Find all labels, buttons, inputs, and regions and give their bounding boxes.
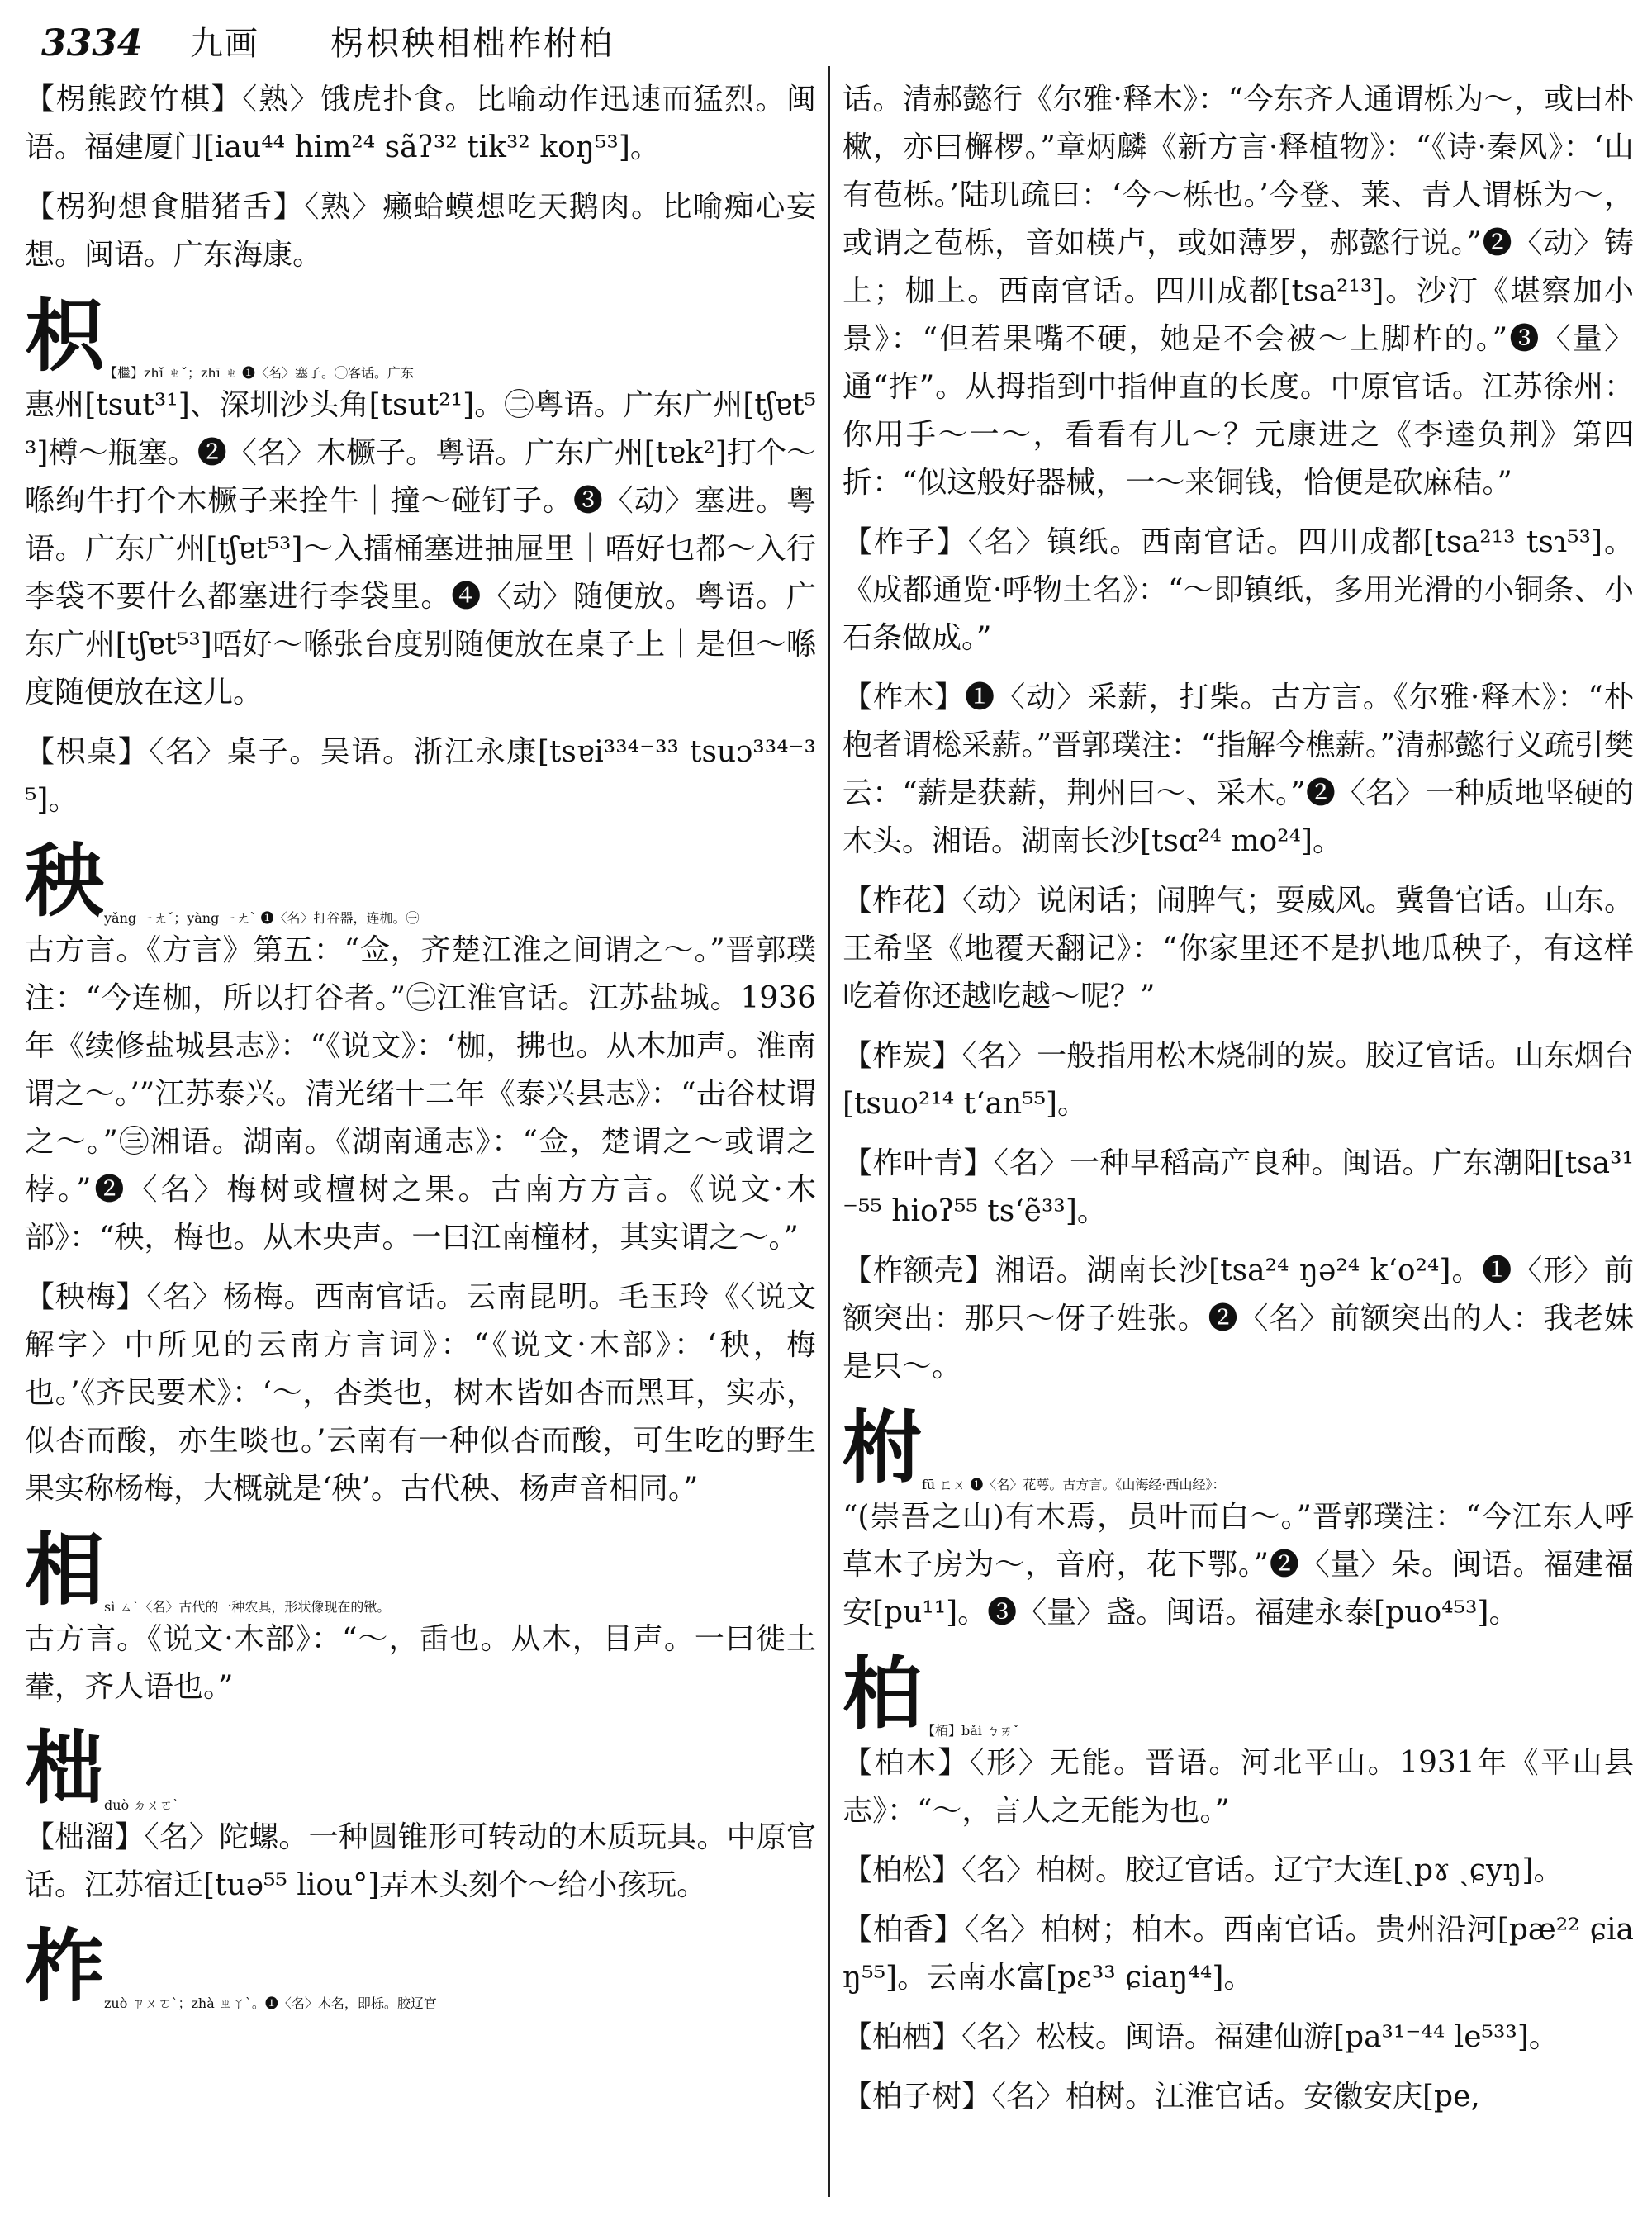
header-characters: 柺枳秧相柮柞柎柏 — [330, 25, 615, 63]
entry-text: 【柺熊跤竹棋】〈熟〉饿虎扑食。比喻动作迅速而猛烈。闽语。福建厦门[iau⁴⁴ him²⁴ sãʔ³² tik³² koŋ⁵³]。 — [25, 83, 816, 164]
head-character-row — [843, 1402, 1634, 1493]
head-character: 柞 — [25, 1919, 104, 2013]
page-number: 3334 — [41, 22, 143, 64]
head-character: 柎 — [843, 1401, 922, 1494]
head-character-gloss: fū ㄈㄨ ❶〈名〉花萼。古方言。《山海经·西山经》： — [922, 1477, 1226, 1492]
head-character-gloss: 【檵】zhǐ ㄓˇ；zhī ㄓ ❶〈名〉塞子。㊀客话。广东 — [104, 365, 414, 381]
entry-text: 【秧梅】〈名〉杨梅。西南官话。云南昆明。毛玉玲《〈说文解字〉中所见的云南方言词》：“《说文·木部》：‘秧，梅也。’《齐民要术》：‘～，杏类也，树木皆如杏而黑耳，实赤，似杏而酸，亦生啖也。’云南有一种似杏而酸，可生吃的野生果实称杨梅，大概就是‘秧’。古代秧、杨声音相同。” — [25, 1280, 816, 1506]
entry-text: 【柞木】❶〈动〉采薪，打柴。古方言。《尔雅·释木》：“朴枹者谓棇采薪。”晋郭璞注：“指解今樵薪。”清郝懿行义疏引樊云：“薪是获薪，荆州曰～、采木。”❷〈名〉一种质地坚硬的木头。湘语。湖南长沙[tsɑ²⁴ mo²⁴]。 — [843, 681, 1634, 858]
head-character-gloss: duò ㄉㄨㄛˋ — [104, 1797, 180, 1813]
entry-text: 【枳桌】〈名〉桌子。吴语。浙江永康[tsɐi³³⁴⁻³³ tsuɔ³³⁴⁻³⁵]。 — [25, 735, 816, 817]
head-character-gloss: sì ㄙˋ〈名〉古代的一种农具，形状像现在的锹。 — [104, 1599, 391, 1615]
entry-text: 【柞花】〈动〉说闲话；闹脾气；耍威风。冀鲁官话。山东。王希坚《地覆天翻记》：“你家里还不是扒地瓜秧子，有这样吃着你还越吃越～呢？” — [843, 884, 1634, 1013]
entry-text: 【柏栖】〈名〉松枝。闽语。福建仙游[pa³¹⁻⁴⁴ le⁵³³]。 — [843, 2020, 1559, 2054]
entry-text: 惠州[tsut³¹]、深圳沙头角[tsut²¹]。㊁粤语。广东广州[tʃɐt⁵³]樽～瓶塞。❷〈名〉木橛子。粤语。广东广州[tɐk²]打个～喺绚牛打个木橛子来拴牛｜撞～碰钉子。❸〈动〉塞进。粤语。广东广州[tʃɐt⁵³]～入擂桶塞进抽屉里｜唔好乜都～入行李袋不要什么都塞进行李袋里。❹〈动〉随便放。粤语。广东广州[tʃɐt⁵³]唔好～喺张台度别随便放在桌子上｜是但～喺度随便放在这儿。 — [25, 388, 816, 709]
entry-text: 【柏子树】〈名〉柏树。江淮官话。安徽安庆[pe, — [843, 2080, 1480, 2114]
head-character: 柮 — [25, 1721, 104, 1815]
left-column — [25, 76, 816, 2223]
entry-text: 【柏香】〈名〉柏树；柏木。西南官话。贵州沿河[pæ²² ɕiaŋ⁵⁵]。云南水富[pɛ³³ ɕiaŋ⁴⁴]。 — [843, 1913, 1634, 1995]
entry-text: 【柞额壳】湘语。湖南长沙[tsa²⁴ ŋə²⁴ kʻo²⁴]。❶〈形〉前额突出：那只～伢子姓张。❷〈名〉前额突出的人：我老妹是只～。 — [843, 1254, 1634, 1383]
entry-text: 古方言。《说文·木部》：“～，臿也。从木，目声。一曰徙土輂，齐人语也。” — [25, 1622, 816, 1704]
head-character-row — [25, 836, 816, 927]
head-character-row — [25, 1921, 816, 2012]
entry-text: 【柏松】〈名〉柏树。胶辽官话。辽宁大连[ˏpɤ ˏɕyŋ]。 — [843, 1853, 1564, 1887]
section-label: 九画 — [190, 25, 259, 63]
entry-text: 【柞子】〈名〉镇纸。西南官话。四川成都[tsa²¹³ tsɿ⁵³]。《成都通览·呼物土名》：“～即镇纸，多用光滑的小铜条、小石条做成。” — [843, 525, 1634, 655]
entry-text: 话。清郝懿行《尔雅·释木》：“今东齐人通谓栎为～，或曰朴樕，亦曰檞椤。”章炳麟《新方言·释植物》：“《诗·秦风》：‘山有苞栎。’陆玑疏曰：‘今～栎也。’今登、莱、青人谓栎为～，或谓之苞栎，音如楧卢，或如薄罗，郝懿行说。”❷〈动〉铸上；枷上。西南官话。四川成都[tsa²¹³]。沙汀《堪察加小景》：“但若果嘴不硬，她是不会被～上脚杵的。”❸〈量〉通“拃”。从拇指到中指伸直的长度。中原官话。江苏徐州：你用手～一～，看看有儿～？元康进之《李逵负荆》第四折：“似这般好器械，一～来铜钱，恰便是砍麻秸。” — [843, 83, 1634, 500]
entry-text: “(崇吾之山)有木焉，员叶而白～。”晋郭璞注：“今江东人呼草木子房为～，音府，花下鄂。”❷〈量〉朵。闽语。福建福安[pu¹¹]。❸〈量〉盏。闽语。福建永泰[puo⁴⁵³]。 — [843, 1500, 1634, 1630]
head-character-row — [843, 1649, 1634, 1739]
entry-text: 【柏木】〈形〉无能。晋语。河北平山。1931年《平山县志》：“～，言人之无能为也。” — [843, 1746, 1634, 1828]
head-character: 柏 — [843, 1647, 922, 1740]
head-character-row — [25, 291, 816, 382]
head-character: 枳 — [25, 289, 104, 382]
head-character: 相 — [25, 1523, 104, 1616]
head-character-row — [25, 1525, 816, 1616]
head-character-gloss: yǎng ㄧㄤˇ；yàng ㄧㄤˋ ❶〈名〉打谷器，连枷。㊀ — [104, 910, 420, 926]
head-character: 秧 — [25, 834, 104, 928]
right-column — [843, 76, 1634, 2223]
column-divider — [828, 66, 830, 2197]
entry-text: 【柮溜】〈名〉陀螺。一种圆锥形可转动的木质玩具。中原官话。江苏宿迁[tuə⁵⁵ liou°]弄木头刻个～给小孩玩。 — [25, 1820, 816, 1902]
entry-text: 【柞炭】〈名〉一般指用松木烧制的炭。胶辽官话。山东烟台[tsuo²¹⁴ tʻan⁵⁵]。 — [843, 1039, 1634, 1121]
entry-text: 【柞叶青】〈名〉一种早稻高产良种。闽语。广东潮阳[tsa³¹⁻⁵⁵ hioʔ⁵⁵ tsʻẽ³³]。 — [843, 1146, 1634, 1228]
head-character-gloss: zuò ㄗㄨㄛˋ；zhà ㄓㄚˋ。❶〈名〉木名，即栎。胶辽官 — [104, 1995, 437, 2011]
entry-text: 古方言。《方言》第五：“佥，齐楚江淮之间谓之～。”晋郭璞注：“今连枷，所以打谷者。”㊁江淮官话。江苏盐城。1936年《续修盐城县志》：“《说文》：‘枷，拂也。从木加声。淮南谓之～。’”江苏泰兴。清光绪十二年《泰兴县志》：“击谷杖谓之～。”㊂湘语。湖南。《湖南通志》：“佥，楚谓之～或谓之桲。”❷〈名〉梅树或檀树之果。古南方方言。《说文·木部》：“秧，梅也。从木央声。一曰江南橦材，其实谓之～。” — [25, 933, 816, 1255]
page-header — [41, 15, 1611, 73]
head-character-gloss: 【栢】bǎi ㄅㄞˇ — [922, 1723, 1019, 1739]
head-character-row — [25, 1723, 816, 1814]
entry-text: 【柺狗想食腊猪舌】〈熟〉癞蛤蟆想吃天鹅肉。比喻痴心妄想。闽语。广东海康。 — [25, 190, 816, 272]
